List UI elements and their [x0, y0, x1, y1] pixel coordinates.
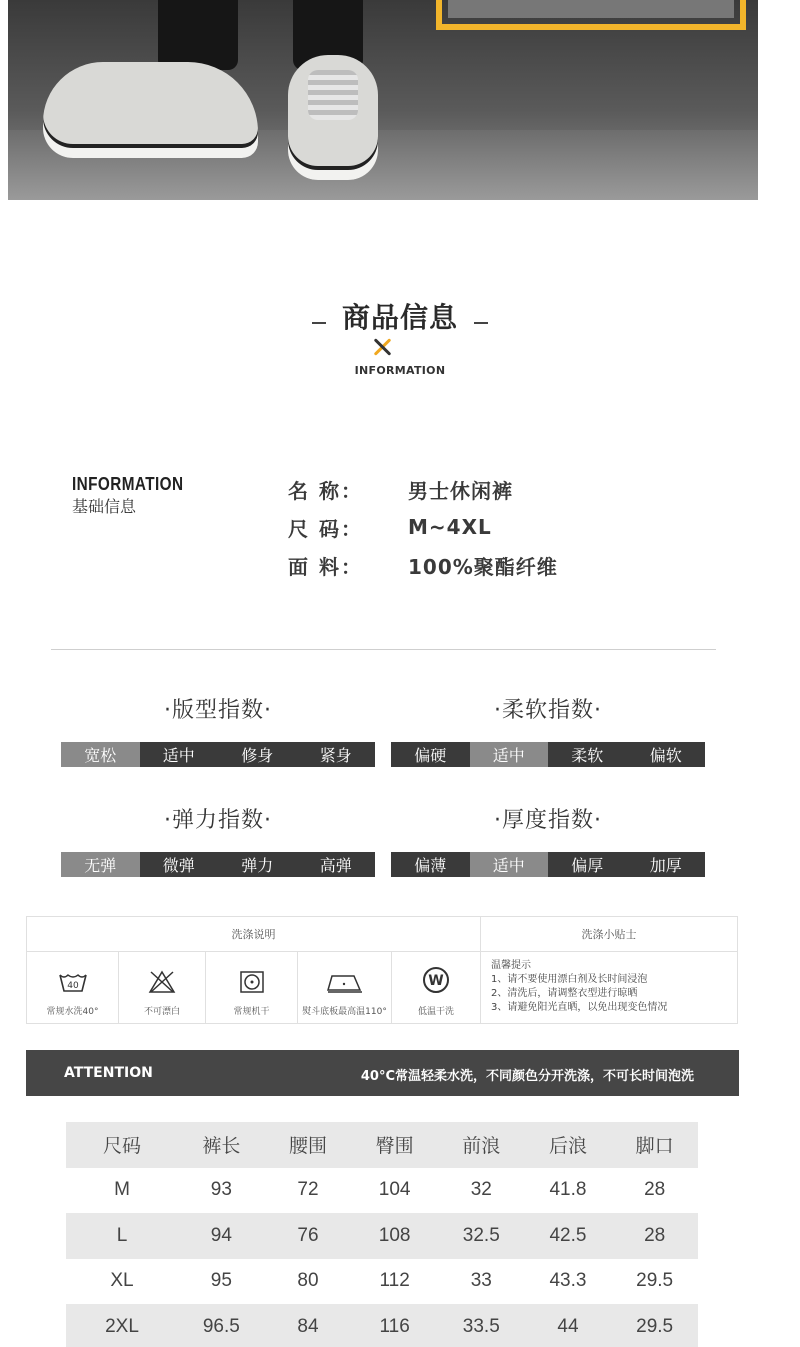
elasticity-index-title: ·弹力指数·	[164, 808, 272, 833]
size-cell: 43.3	[525, 1259, 612, 1305]
info-row-size	[288, 508, 558, 546]
size-table-header	[66, 1122, 698, 1168]
softness-option: 偏硬	[414, 746, 447, 765]
info-label-cn: 基础信息	[72, 497, 137, 516]
softness-index-bar	[391, 742, 705, 767]
info-value: 100%聚酯纤维	[408, 554, 558, 579]
size-cell: 33.5	[438, 1304, 525, 1347]
thickness-index-title: ·厚度指数·	[494, 808, 602, 833]
heading-dash-left	[312, 322, 326, 324]
section-heading	[0, 296, 800, 336]
size-header-cell: 后浪	[525, 1122, 612, 1168]
thickness-option: 偏薄	[414, 856, 447, 875]
wash-item	[119, 952, 206, 1023]
size-header-cell: 裤长	[178, 1122, 265, 1168]
wash-tips	[491, 959, 667, 1015]
size-cell: 116	[351, 1304, 438, 1347]
wash-label: 不可漂白	[143, 1007, 180, 1017]
wash-item	[298, 952, 392, 1023]
size-cell: 94	[178, 1213, 265, 1259]
elasticity-option: 微弹	[162, 856, 195, 875]
elasticity-option: 高弹	[319, 856, 352, 875]
size-cell: L	[66, 1213, 178, 1259]
softness-option: 偏软	[649, 746, 682, 765]
elasticity-option: 弹力	[241, 856, 274, 875]
pant-leg-left	[158, 0, 238, 70]
size-cell: 32	[438, 1168, 525, 1214]
size-cell: 42.5	[525, 1213, 612, 1259]
sneaker-left	[43, 62, 258, 158]
size-cell: XL	[66, 1259, 178, 1305]
wash-tip: 3、请避免阳光直晒，以免出现变色情况	[491, 1002, 668, 1013]
size-header-cell: 臀围	[351, 1122, 438, 1168]
thickness-option: 加厚	[649, 856, 682, 875]
info-key: 面 料：	[288, 554, 363, 579]
wash-item	[27, 952, 119, 1023]
highlight-frame	[436, 0, 746, 30]
info-key: 名 称：	[288, 478, 363, 503]
fit-index-bar	[61, 742, 375, 767]
thickness-index-bar	[391, 852, 705, 877]
fit-option: 宽松	[61, 742, 140, 767]
size-header-cell: 脚口	[611, 1122, 698, 1168]
iron-icon	[298, 952, 391, 994]
size-cell: 41.8	[525, 1168, 612, 1214]
size-cell: M	[66, 1168, 178, 1214]
heading-dash-right	[474, 322, 488, 324]
wash-tip: 2、清洗后，请调整衣型进行晾晒	[491, 988, 638, 999]
svg-text:40: 40	[66, 981, 79, 991]
svg-text:W: W	[428, 973, 444, 989]
wash-item	[392, 952, 481, 1023]
size-cell: 72	[265, 1168, 352, 1214]
table-row	[66, 1168, 698, 1214]
elasticity-option: 无弹	[61, 852, 140, 877]
size-cell: 76	[265, 1213, 352, 1259]
size-cell: 93	[178, 1168, 265, 1214]
wash-label: 常规机干	[233, 1007, 270, 1017]
info-label-en: INFORMATION	[72, 474, 184, 494]
size-cell: 44	[525, 1304, 612, 1347]
tumble-dry-icon	[206, 952, 297, 994]
thickness-option: 适中	[470, 852, 549, 877]
table-row	[66, 1259, 698, 1305]
cross-icon	[373, 338, 391, 356]
wash-40-icon	[27, 952, 118, 994]
size-cell: 28	[611, 1168, 698, 1214]
table-row	[66, 1213, 698, 1259]
dry-clean-icon	[392, 952, 480, 994]
size-header-cell: 前浪	[438, 1122, 525, 1168]
sneaker-laces	[308, 70, 358, 120]
size-table	[66, 1122, 698, 1347]
size-cell: 32.5	[438, 1213, 525, 1259]
divider	[51, 649, 716, 650]
section-subtitle: INFORMATION	[354, 364, 446, 377]
size-cell: 28	[611, 1213, 698, 1259]
attention-banner	[26, 1050, 739, 1096]
size-cell: 80	[265, 1259, 352, 1305]
fit-option: 适中	[162, 746, 195, 765]
info-row-name	[288, 470, 558, 508]
attention-message: 40°C常温轻柔水洗，不同颜色分开洗涤，不可长时间泡洗	[360, 1069, 694, 1084]
fit-option: 紧身	[319, 746, 352, 765]
attention-label: ATTENTION	[64, 1065, 153, 1081]
wash-instructions-header: 洗涤说明	[27, 917, 481, 952]
softness-index-title: ·柔软指数·	[494, 698, 602, 723]
size-header-cell: 腰围	[265, 1122, 352, 1168]
size-cell: 84	[265, 1304, 352, 1347]
fit-index-title: ·版型指数·	[164, 698, 272, 723]
elasticity-index-bar	[61, 852, 375, 877]
wash-instructions-table	[26, 916, 738, 1024]
info-value: 男士休闲裤	[408, 478, 513, 503]
size-cell: 29.5	[611, 1259, 698, 1305]
table-row	[66, 1304, 698, 1347]
info-value: M~4XL	[408, 515, 492, 539]
size-cell: 112	[351, 1259, 438, 1305]
size-cell: 95	[178, 1259, 265, 1305]
wash-item	[206, 952, 298, 1023]
no-bleach-icon	[119, 952, 205, 994]
size-cell: 108	[351, 1213, 438, 1259]
size-cell: 2XL	[66, 1304, 178, 1347]
size-cell: 104	[351, 1168, 438, 1214]
thickness-option: 偏厚	[571, 856, 604, 875]
softness-option: 适中	[470, 742, 549, 767]
wash-label: 熨斗底板最高温110°	[302, 1007, 387, 1017]
info-key: 尺 码：	[288, 516, 363, 541]
wash-tip: 温馨提示	[491, 960, 531, 971]
fit-option: 修身	[241, 746, 274, 765]
size-header-cell: 尺码	[66, 1122, 178, 1168]
wash-label: 常规水洗40°	[46, 1007, 99, 1017]
size-cell: 96.5	[178, 1304, 265, 1347]
wash-tips-header: 洗涤小贴士	[481, 917, 737, 952]
info-list	[288, 470, 558, 584]
product-photo	[8, 0, 758, 200]
section-title: 商品信息	[341, 301, 458, 334]
size-cell: 33	[438, 1259, 525, 1305]
size-cell: 29.5	[611, 1304, 698, 1347]
info-row-fabric	[288, 546, 558, 584]
wash-label: 低温干洗	[417, 1007, 454, 1017]
wash-tip: 1、请不要使用漂白剂及长时间浸泡	[491, 974, 648, 985]
softness-option: 柔软	[571, 746, 604, 765]
